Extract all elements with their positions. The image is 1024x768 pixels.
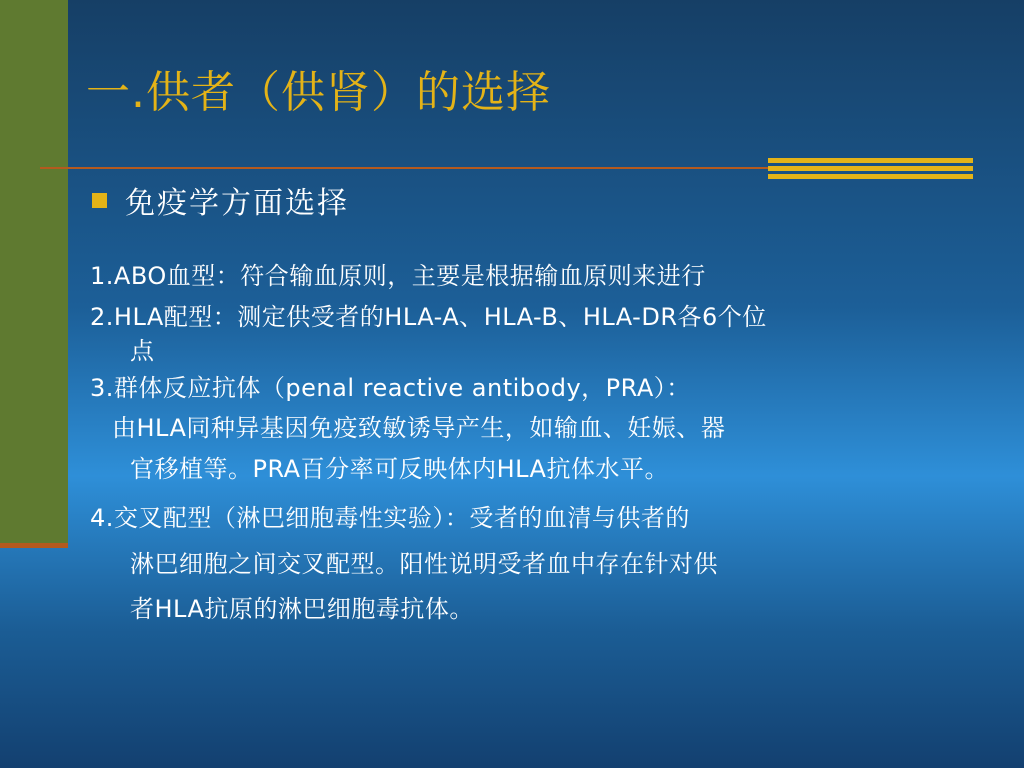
slide-title: 一.供者（供肾）的选择 <box>86 67 551 118</box>
body-line-crossmatch-cont1: 淋巴细胞之间交叉配型。阳性说明受者血中存在针对供 <box>130 550 718 578</box>
body-line-hla-cont: 点 <box>130 337 155 365</box>
decorative-stripes <box>768 158 973 180</box>
stripe <box>768 166 973 171</box>
left-accent-bar <box>0 0 68 548</box>
stripe <box>768 174 973 179</box>
body-line-hla: 2.HLA配型：测定供受者的HLA-A、HLA-B、HLA-DR各6个位 <box>90 303 767 331</box>
body-line-pra: 3.群体反应抗体（penal reactive antibody，PRA）： <box>90 374 691 402</box>
body-line-pra-desc: 由HLA同种异基因免疫致敏诱导产生，如输血、妊娠、器 <box>112 414 726 442</box>
square-bullet-icon <box>92 193 107 208</box>
title-divider-line <box>40 167 780 169</box>
section-heading-text: 免疫学方面选择 <box>125 186 349 221</box>
section-heading <box>92 178 349 222</box>
left-accent-bar-edge <box>0 543 68 548</box>
body-line-abo: 1.ABO血型：符合输血原则，主要是根据输血原则来进行 <box>90 262 706 290</box>
body-line-crossmatch: 4.交叉配型（淋巴细胞毒性实验）：受者的血清与供者的 <box>90 504 690 532</box>
stripe <box>768 158 973 163</box>
body-line-pra-desc-cont: 官移植等。PRA百分率可反映体内HLA抗体水平。 <box>130 455 669 483</box>
body-line-crossmatch-cont2: 者HLA抗原的淋巴细胞毒抗体。 <box>130 595 474 623</box>
